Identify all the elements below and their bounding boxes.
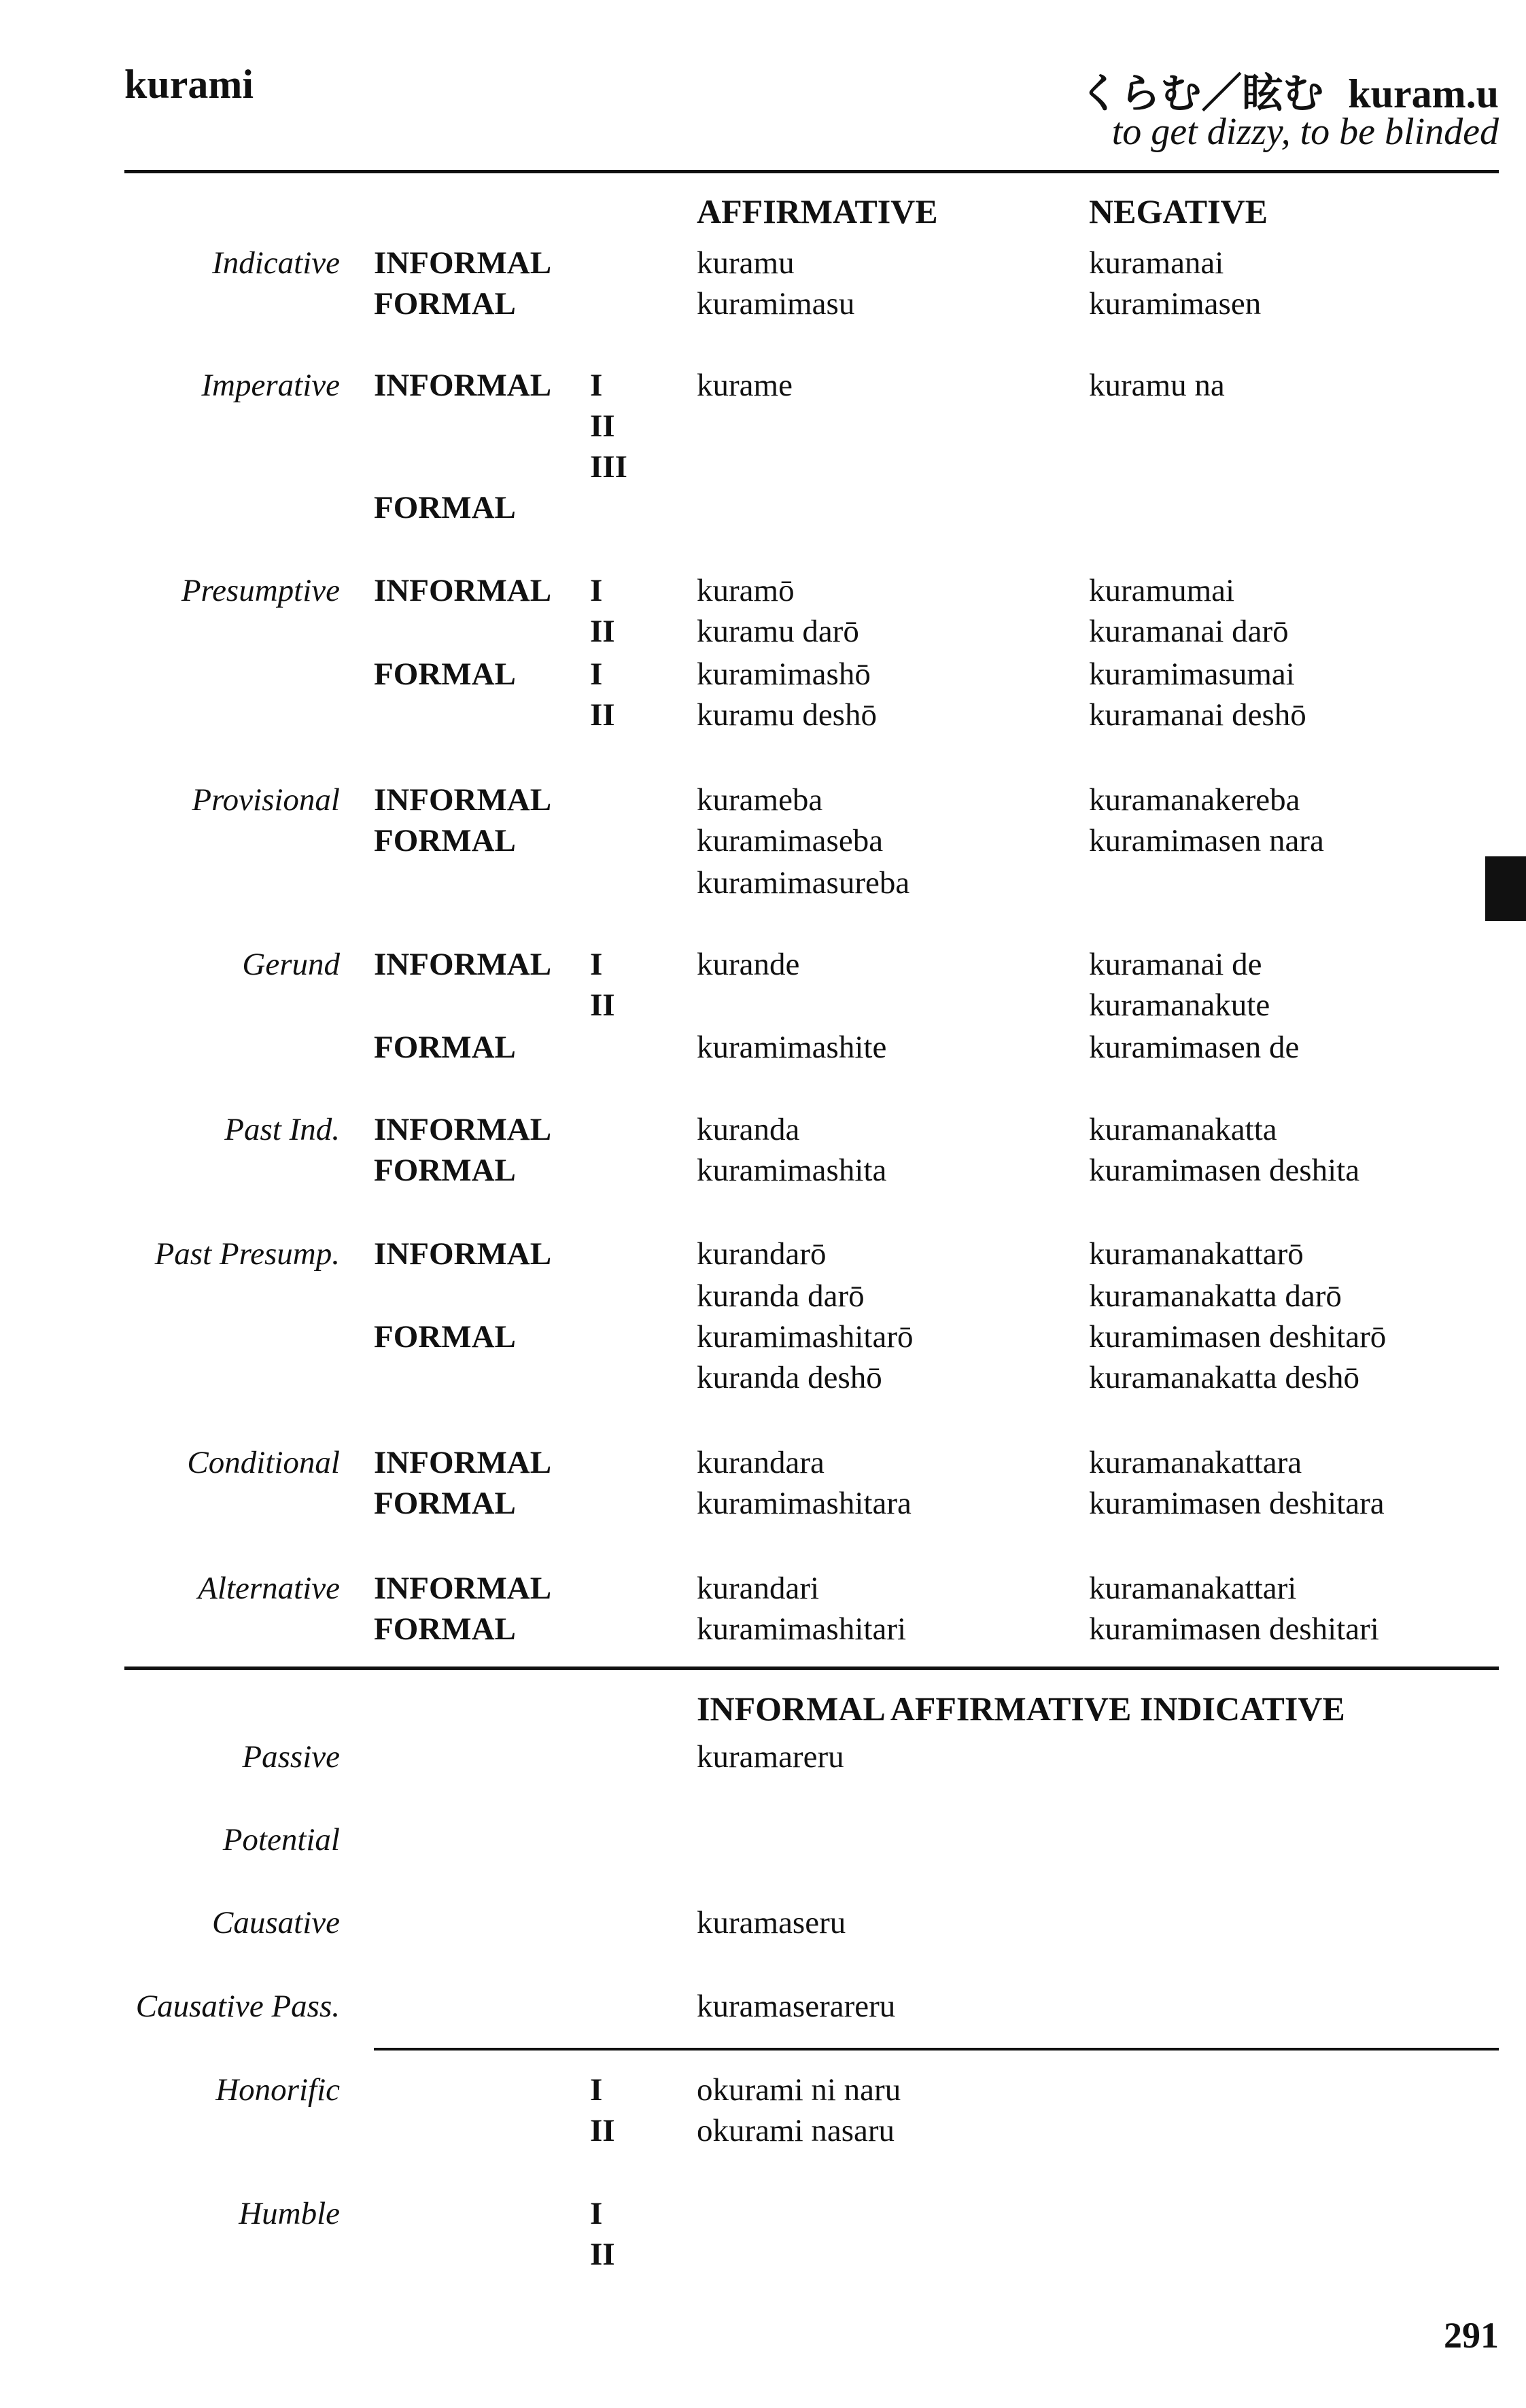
variant-numeral: I <box>590 657 603 692</box>
affirmative-form: kuramimasu <box>697 286 855 321</box>
formality-level: INFORMAL <box>374 1112 552 1147</box>
negative-form: kuramanakatta deshō <box>1089 1360 1360 1395</box>
variant-numeral: I <box>590 368 603 403</box>
affirmative-form: kuramimashō <box>697 657 871 692</box>
conjugation-row <box>0 946 1526 988</box>
derived-forms-heading: INFORMAL AFFIRMATIVE INDICATIVE <box>697 1690 1345 1728</box>
form-label: Provisional <box>192 782 340 818</box>
variant-numeral: II <box>590 2113 615 2148</box>
form-label: Imperative <box>201 368 340 403</box>
variant-numeral: I <box>590 947 603 982</box>
negative-form: kuramimasen de <box>1089 1030 1300 1065</box>
conjugation-row <box>0 408 1526 450</box>
derived-form: kuramareru <box>697 1739 844 1775</box>
negative-form: kuramu na <box>1089 368 1225 403</box>
affirmative-form: kurandarō <box>697 1236 827 1272</box>
affirmative-form: kuramimashita <box>697 1153 887 1188</box>
verb-japanese: くらむ／眩む <box>1079 70 1324 118</box>
polite-row <box>0 2112 1526 2154</box>
form-label: Alternative <box>198 1571 340 1606</box>
polite-forms-rule <box>374 2048 1499 2051</box>
affirmative-form: kuramō <box>697 573 795 608</box>
variant-numeral: I <box>590 2072 603 2108</box>
variant-numeral: II <box>590 614 615 649</box>
negative-form: kuramimasen deshitari <box>1089 1611 1379 1647</box>
negative-form: kuramanakattari <box>1089 1571 1297 1606</box>
polite-form: okurami nasaru <box>697 2113 895 2148</box>
affirmative-form: kuramimasureba <box>697 865 910 901</box>
verb-stem: kurami <box>124 62 254 107</box>
conjugation-row <box>0 613 1526 655</box>
derived-row <box>0 1904 1526 1947</box>
negative-column-header: NEGATIVE <box>1089 192 1268 230</box>
formality-level: INFORMAL <box>374 1445 552 1480</box>
header-rule <box>124 170 1499 173</box>
conjugation-row <box>0 987 1526 1029</box>
form-label: Humble <box>239 2196 340 2231</box>
table-divider-rule <box>124 1667 1499 1670</box>
conjugation-row <box>0 656 1526 698</box>
form-label: Passive <box>242 1739 340 1775</box>
conjugation-row <box>0 245 1526 287</box>
derived-form: kuramaseru <box>697 1905 846 1940</box>
derived-form: kuramaserareru <box>697 1989 896 2024</box>
variant-numeral: II <box>590 408 615 444</box>
affirmative-form: kuramimashitara <box>697 1486 912 1521</box>
conjugation-row <box>0 489 1526 531</box>
negative-form: kuramanai <box>1089 245 1224 281</box>
affirmative-column-header: AFFIRMATIVE <box>697 192 938 230</box>
negative-form: kuramimasen deshitarō <box>1089 1319 1387 1355</box>
conjugation-row <box>0 697 1526 739</box>
affirmative-form: kuramimaseba <box>697 823 884 858</box>
variant-numeral: II <box>590 2237 615 2272</box>
conjugation-row <box>0 782 1526 824</box>
formality-level: FORMAL <box>374 823 516 858</box>
affirmative-form: kurameba <box>697 782 823 818</box>
affirmative-form: kuranda deshō <box>697 1360 882 1395</box>
negative-form: kuramanai de <box>1089 947 1262 982</box>
conjugation-row <box>0 1611 1526 1653</box>
form-label: Indicative <box>212 245 340 281</box>
affirmative-form: kurandara <box>697 1445 825 1480</box>
conjugation-row <box>0 449 1526 491</box>
negative-form: kuramimasumai <box>1089 657 1295 692</box>
negative-form: kuramumai <box>1089 573 1235 608</box>
formality-level: FORMAL <box>374 1319 516 1355</box>
variant-numeral: II <box>590 697 615 733</box>
conjugation-row <box>0 1278 1526 1320</box>
derived-row <box>0 1821 1526 1864</box>
affirmative-form: kuramimashite <box>697 1030 887 1065</box>
negative-form: kuramimasen nara <box>1089 823 1324 858</box>
conjugation-row <box>0 822 1526 865</box>
derived-row <box>0 1739 1526 1781</box>
formality-level: INFORMAL <box>374 573 552 608</box>
conjugation-row <box>0 1029 1526 1071</box>
affirmative-form: kuramimashitarō <box>697 1319 914 1355</box>
conjugation-row <box>0 1319 1526 1361</box>
conjugation-row <box>0 572 1526 614</box>
form-label: Past Ind. <box>224 1112 340 1147</box>
affirmative-form: kuramu <box>697 245 795 281</box>
formality-level: INFORMAL <box>374 368 552 403</box>
conjugation-row <box>0 865 1526 907</box>
verb-romaji: kuram.u <box>1348 71 1499 116</box>
form-label: Causative <box>212 1905 340 1940</box>
affirmative-form: kuranda <box>697 1112 800 1147</box>
negative-form: kuramanai deshō <box>1089 697 1306 733</box>
form-label: Conditional <box>187 1445 340 1480</box>
negative-form: kuramanakatta <box>1089 1112 1277 1147</box>
form-label: Presumptive <box>181 573 340 608</box>
formality-level: FORMAL <box>374 1486 516 1521</box>
variant-numeral: II <box>590 988 615 1023</box>
polite-row <box>0 2195 1526 2237</box>
affirmative-form: kurande <box>697 947 800 982</box>
variant-numeral: I <box>590 2196 603 2231</box>
formality-level: FORMAL <box>374 1030 516 1065</box>
negative-form: kuramimasen deshitara <box>1089 1486 1385 1521</box>
form-label: Gerund <box>242 947 340 982</box>
conjugation-row <box>0 1570 1526 1612</box>
formality-level: FORMAL <box>374 286 516 321</box>
conjugation-row <box>0 1236 1526 1278</box>
affirmative-form: kurandari <box>697 1571 820 1606</box>
conjugation-row <box>0 1111 1526 1153</box>
form-label: Honorific <box>215 2072 340 2108</box>
formality-level: INFORMAL <box>374 782 552 818</box>
form-label: Potential <box>222 1822 340 1857</box>
formality-level: INFORMAL <box>374 1236 552 1272</box>
conjugation-row <box>0 1359 1526 1401</box>
affirmative-form: kuramimashitari <box>697 1611 907 1647</box>
affirmative-form: kuramu deshō <box>697 697 877 733</box>
negative-form: kuramanakatta darō <box>1089 1278 1342 1314</box>
form-label: Causative Pass. <box>135 1989 340 2024</box>
formality-level: FORMAL <box>374 490 516 525</box>
negative-form: kuramimasen deshita <box>1089 1153 1360 1188</box>
polite-row <box>0 2072 1526 2114</box>
affirmative-form: kuranda darō <box>697 1278 865 1314</box>
form-label: Past Presump. <box>154 1236 340 1272</box>
formality-level: INFORMAL <box>374 245 552 281</box>
conjugation-row <box>0 367 1526 409</box>
polite-form: okurami ni naru <box>697 2072 901 2108</box>
formality-level: FORMAL <box>374 657 516 692</box>
page-number: 291 <box>1444 2315 1499 2356</box>
polite-row <box>0 2236 1526 2278</box>
affirmative-form: kuramu darō <box>697 614 859 649</box>
conjugation-row <box>0 1444 1526 1486</box>
variant-numeral: I <box>590 573 603 608</box>
thumb-index-tab <box>1485 856 1526 921</box>
negative-form: kuramanakute <box>1089 988 1270 1023</box>
negative-form: kuramanakattarō <box>1089 1236 1304 1272</box>
formality-level: INFORMAL <box>374 1571 552 1606</box>
negative-form: kuramanai darō <box>1089 614 1289 649</box>
formality-level: INFORMAL <box>374 947 552 982</box>
conjugation-row <box>0 1152 1526 1194</box>
verb-gloss: to get dizzy, to be blinded <box>1111 111 1499 153</box>
conjugation-row <box>0 285 1526 328</box>
variant-numeral: III <box>590 449 627 485</box>
negative-form: kuramimasen <box>1089 286 1262 321</box>
negative-form: kuramanakattara <box>1089 1445 1302 1480</box>
derived-row <box>0 1988 1526 2030</box>
conjugation-row <box>0 1485 1526 1527</box>
affirmative-form: kurame <box>697 368 793 403</box>
negative-form: kuramanakereba <box>1089 782 1300 818</box>
formality-level: FORMAL <box>374 1611 516 1647</box>
formality-level: FORMAL <box>374 1153 516 1188</box>
